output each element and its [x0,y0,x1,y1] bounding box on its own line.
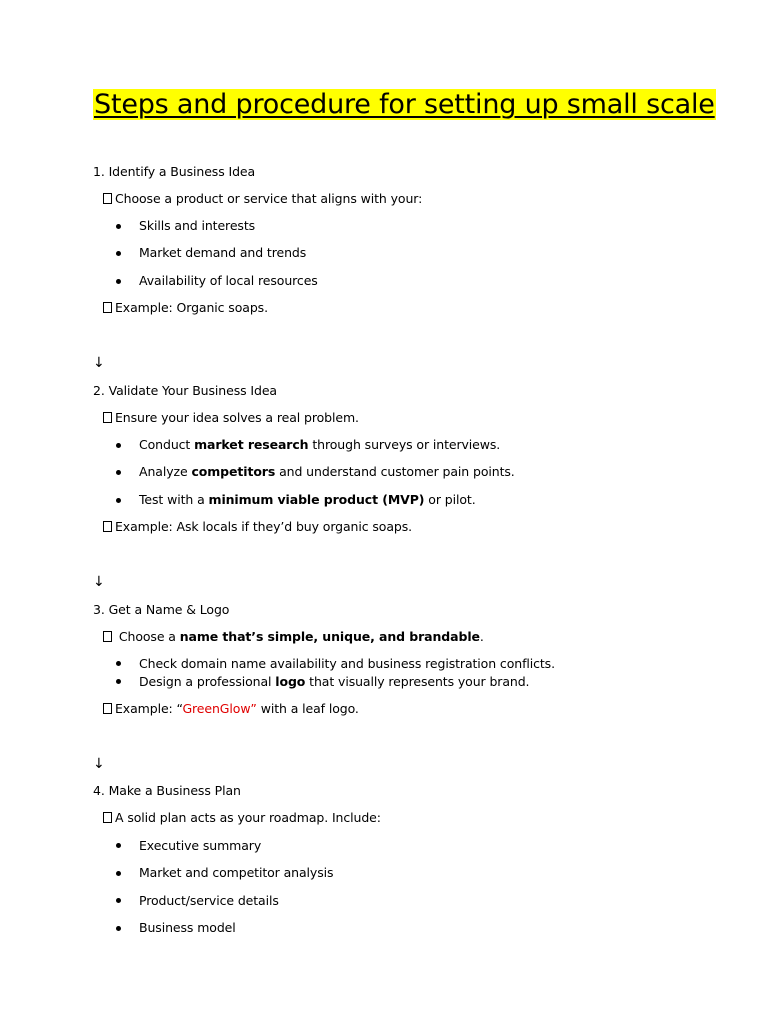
bullet-dot [116,279,121,284]
section-1-intro-text: Choose a product or service that aligns with your: [115,191,423,206]
section-4-bullet-2: Market and competitor analysis [139,865,334,880]
section-2-example [103,519,412,535]
bullet-text: Conduct [139,437,195,452]
intro-bold-text: name that’s simple, unique, and brandable [179,629,480,644]
section-2-intro-text: Ensure your idea solves a real problem. [115,410,359,425]
bullet-bold-text: logo [275,674,306,689]
section-4-intro [103,810,381,826]
section-2-example-text: Example: Ask locals if they’d buy organic soaps. [115,519,413,534]
bullet-dot [116,926,121,931]
section-2-bullet-1 [139,437,500,453]
placeholder-glyph-icon [103,521,112,532]
intro-text: Choose a [115,629,180,644]
down-arrow-icon: ↓ [93,355,105,371]
bullet-text: Check domain name availability and business registration conflicts. [139,656,555,671]
bullet-text: and understand customer pain points. [275,464,515,479]
section-2-bullet-2 [139,464,515,480]
bullet-dot [116,498,121,503]
section-1-intro [103,191,422,207]
section-3-bullet-1 [139,656,555,672]
down-arrow-icon: ↓ [93,574,105,590]
bullet-dot [116,679,121,684]
section-4-bullet-1: Executive summary [139,838,262,853]
bullet-dot [116,470,121,475]
placeholder-glyph-icon [103,812,112,823]
section-1-bullet-2: Market demand and trends [139,245,307,260]
bullet-dot [116,251,121,256]
bullet-text: Analyze [139,464,192,479]
intro-text: . [479,629,484,644]
section-4-heading: 4. Make a Business Plan [93,783,241,798]
bullet-text: that visually represents your brand. [305,674,530,689]
section-3-heading: 3. Get a Name & Logo [93,602,230,617]
section-4-bullet-3: Product/service details [139,893,279,908]
placeholder-glyph-icon [103,193,112,204]
page-title-text: Steps and procedure for setting up small scale [94,89,715,120]
bullet-dot [116,224,121,229]
section-2-intro [103,410,359,426]
section-2-bullet-3 [139,492,476,508]
brand-name-text: GreenGlow” [182,701,257,716]
section-4-bullet-4: Business model [139,920,236,935]
bullet-dot [116,443,121,448]
section-3-intro [103,629,484,645]
placeholder-glyph-icon [103,302,112,313]
bullet-dot [116,871,121,876]
bullet-dot [116,898,121,903]
placeholder-glyph-icon [103,412,112,423]
example-text: Example: “ [115,701,183,716]
down-arrow-icon: ↓ [93,756,105,772]
bullet-text: Design a professional [139,674,276,689]
bullet-text: through surveys or interviews. [308,437,501,452]
section-1-bullet-1: Skills and interests [139,218,256,233]
section-3-bullet-2 [139,674,529,690]
section-1-example [103,300,268,316]
section-1-bullet-3: Availability of local resources [139,273,318,288]
section-3-example [103,701,359,717]
bullet-dot [116,661,121,666]
section-1-heading: 1. Identify a Business Idea [93,164,256,179]
placeholder-glyph-icon [103,703,112,714]
bullet-text: Test with a [139,492,209,507]
bullet-text: or pilot. [424,492,476,507]
bullet-bold-text: market research [194,437,309,452]
bullet-dot [116,843,121,848]
placeholder-glyph-icon [103,631,112,642]
example-text: with a leaf logo. [256,701,359,716]
section-2-heading: 2. Validate Your Business Idea [93,383,277,398]
bullet-bold-text: competitors [191,464,276,479]
bullet-bold-text: minimum viable product (MVP) [208,492,425,507]
page-title [93,87,716,123]
section-4-intro-text: A solid plan acts as your roadmap. Include: [115,810,381,825]
section-1-example-text: Example: Organic soaps. [115,300,268,315]
